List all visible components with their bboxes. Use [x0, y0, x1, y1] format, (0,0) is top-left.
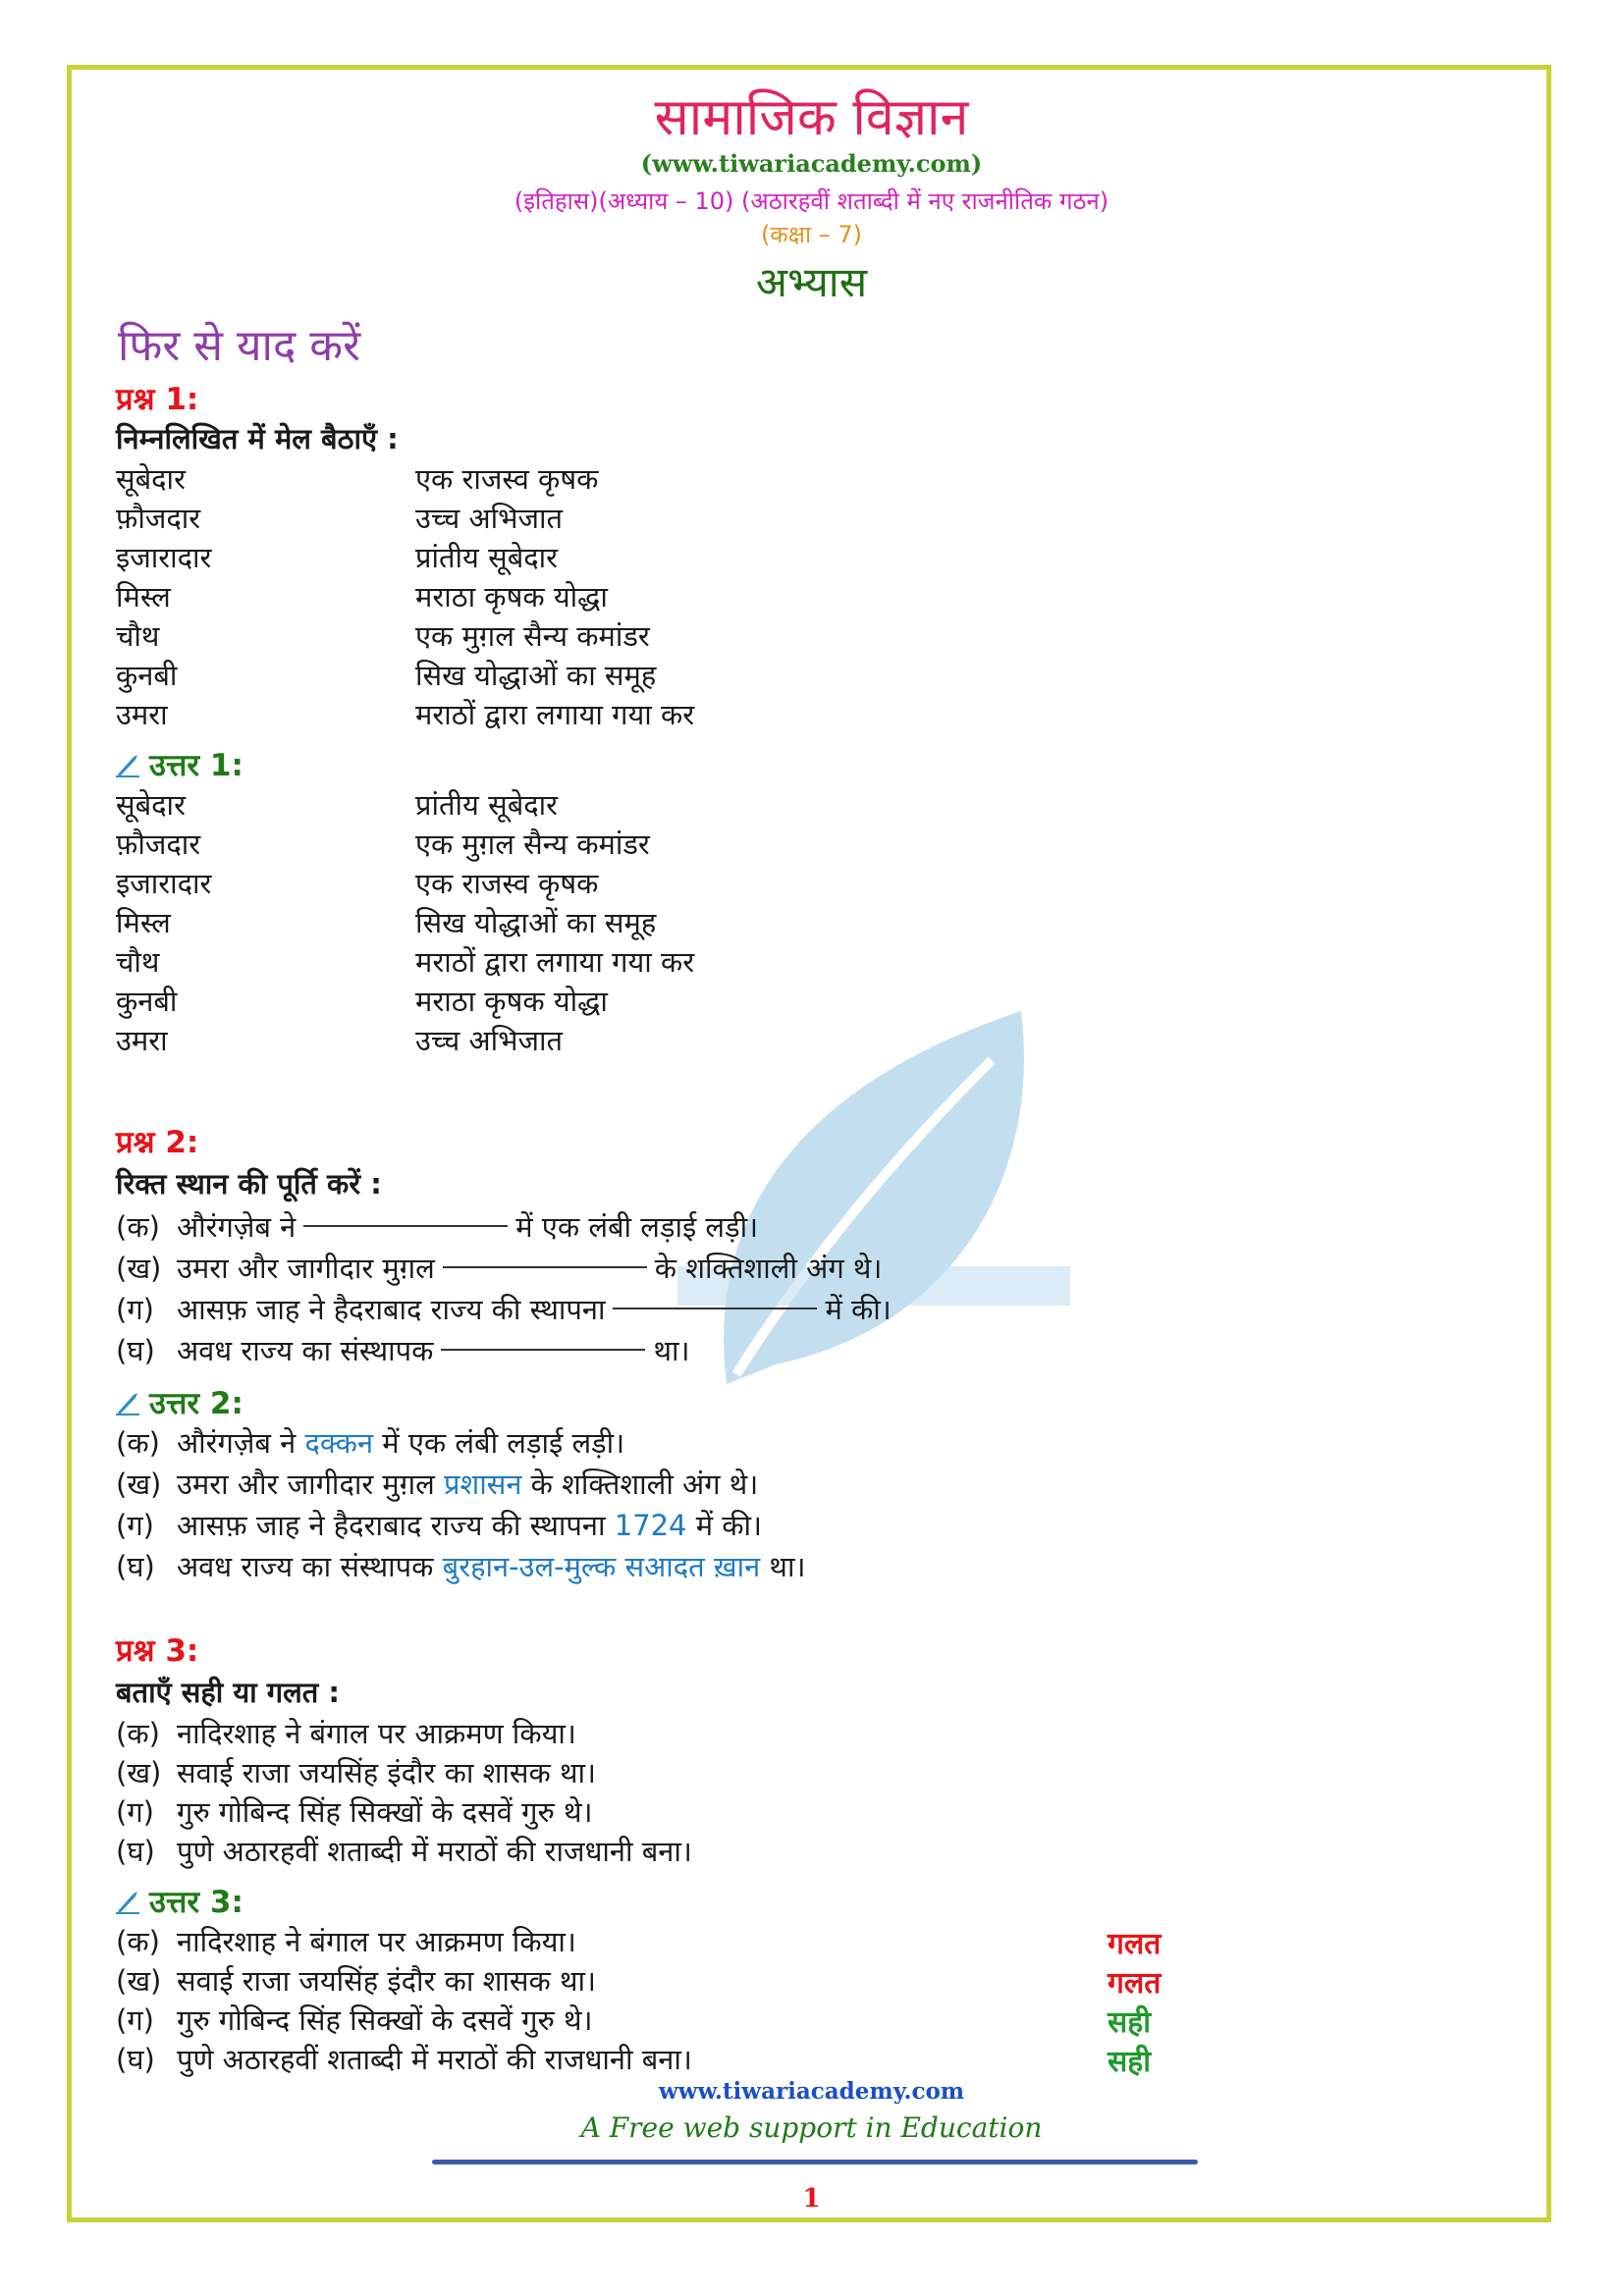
answer-1-label: उत्तर 1: — [114, 744, 243, 785]
footer-tagline: A Free web support in Education — [580, 2111, 1043, 2144]
fill-blank-item: (ग) आसफ़ जाह ने हैदराबाद राज्य की स्थापना में की। — [116, 1293, 892, 1326]
true-false-item: (ग) गुरु गोबिन्द सिंह सिक्खों के दसवें गुरु थे। — [116, 1795, 593, 1829]
match-row: मिस्ल मराठा कृषक योद्धा — [116, 580, 608, 614]
question-2-label: प्रश्न 2: — [116, 1125, 199, 1160]
true-false-answer: (घ) पुणे अठारहवीं शताब्दी में मराठों की राजधानी बना। — [116, 2043, 692, 2076]
fill-blank-item: (ख) उमरा और जागीदार मुग़ल के शक्तिशाली अंग थे। — [116, 1252, 883, 1285]
page-number: 1 — [802, 2184, 821, 2214]
quill-pen-icon — [114, 1888, 141, 1915]
match-row: उमरा मराठों द्वारा लगाया गया कर — [116, 698, 695, 731]
leaf-watermark-icon — [668, 972, 1080, 1404]
verdict-true: सही — [1108, 2045, 1151, 2079]
verdict-false: गलत — [1108, 1927, 1162, 1961]
question-3-instruction: बताएँ सही या गलत : — [116, 1676, 340, 1709]
answer-3-label: उत्तर 3: — [114, 1881, 243, 1922]
fill-answer-item: (क) औरंगज़ेब ने दक्कन में एक लंबी लड़ाई लड़ी। — [116, 1426, 625, 1460]
quill-pen-icon — [114, 751, 141, 778]
fill-answer-item: (घ) अवध राज्य का संस्थापक बुरहान-उल-मुल्क सआदत ख़ान था। — [116, 1550, 806, 1583]
match-row: मिस्ल सिख योद्धाओं का समूह — [116, 906, 657, 939]
true-false-item: (ख) सवाई राजा जयसिंह इंदौर का शासक था। — [116, 1756, 596, 1789]
class-label: (कक्षा – 7) — [760, 221, 863, 248]
footer-divider — [432, 2160, 1198, 2164]
fill-blank-item: (क) औरंगज़ेब ने में एक लंबी लड़ाई लड़ी। — [116, 1210, 759, 1244]
match-row: फ़ौजदार एक मुग़ल सैन्य कमांडर — [116, 828, 650, 861]
fill-answer-item: (ख) उमरा और जागीदार मुग़ल प्रशासन के शक्तिशाली अंग थे। — [116, 1468, 759, 1501]
match-row: सूबेदार प्रांतीय सूबेदार — [116, 788, 559, 822]
match-row: सूबेदार एक राजस्व कृषक — [116, 462, 599, 496]
exercise-heading: अभ्यास — [755, 258, 868, 306]
match-row: चौथ मराठों द्वारा लगाया गया कर — [116, 945, 695, 979]
verdict-false: गलत — [1108, 1966, 1162, 2001]
match-row: चौथ एक मुग़ल सैन्य कमांडर — [116, 619, 650, 653]
quill-pen-icon — [114, 1389, 141, 1416]
true-false-item: (क) नादिरशाह ने बंगाल पर आक्रमण किया। — [116, 1717, 576, 1750]
question-2-instruction: रिक्त स्थान की पूर्ति करें : — [116, 1167, 382, 1201]
match-row: इजारादार एक राजस्व कृषक — [116, 867, 599, 900]
answer-2-label: उत्तर 2: — [114, 1382, 243, 1423]
match-row: इजारादार प्रांतीय सूबेदार — [116, 541, 559, 574]
header-subtitle: (इतिहास)(अध्याय – 10) (अठारहवीं शताब्दी में नए राजनीतिक गठन) — [514, 187, 1109, 215]
fill-answer-item: (ग) आसफ़ जाह ने हैदराबाद राज्य की स्थापना 1724 में की। — [116, 1509, 763, 1542]
true-false-answer: (क) नादिरशाह ने बंगाल पर आक्रमण किया। — [116, 1925, 576, 1958]
page-title: सामाजिक विज्ञान — [654, 88, 969, 147]
footer-website-link[interactable]: www.tiwariacademy.com — [658, 2078, 965, 2105]
header-website: (www.tiwariacademy.com) — [640, 149, 983, 178]
match-row: कुनबी मराठा कृषक योद्धा — [116, 985, 608, 1018]
match-row: फ़ौजदार उच्च अभिजात — [116, 502, 564, 535]
question-3-label: प्रश्न 3: — [116, 1633, 199, 1669]
fill-blank-item: (घ) अवध राज्य का संस्थापक था। — [116, 1334, 690, 1367]
verdict-true: सही — [1108, 2005, 1151, 2040]
true-false-item: (घ) पुणे अठारहवीं शताब्दी में मराठों की राजधानी बना। — [116, 1835, 692, 1868]
match-row: उमरा उच्च अभिजात — [116, 1024, 564, 1057]
question-1-label: प्रश्न 1: — [116, 382, 199, 417]
question-1-instruction: निम्नलिखित में मेल बैठाएँ : — [116, 422, 399, 455]
section-title: फिर से याद करें — [118, 321, 361, 371]
match-row: कुनबी सिख योद्धाओं का समूह — [116, 659, 657, 692]
true-false-answer: (ख) सवाई राजा जयसिंह इंदौर का शासक था। — [116, 1964, 596, 1998]
true-false-answer: (ग) गुरु गोबिन्द सिंह सिक्खों के दसवें गुरु थे। — [116, 2003, 593, 2037]
